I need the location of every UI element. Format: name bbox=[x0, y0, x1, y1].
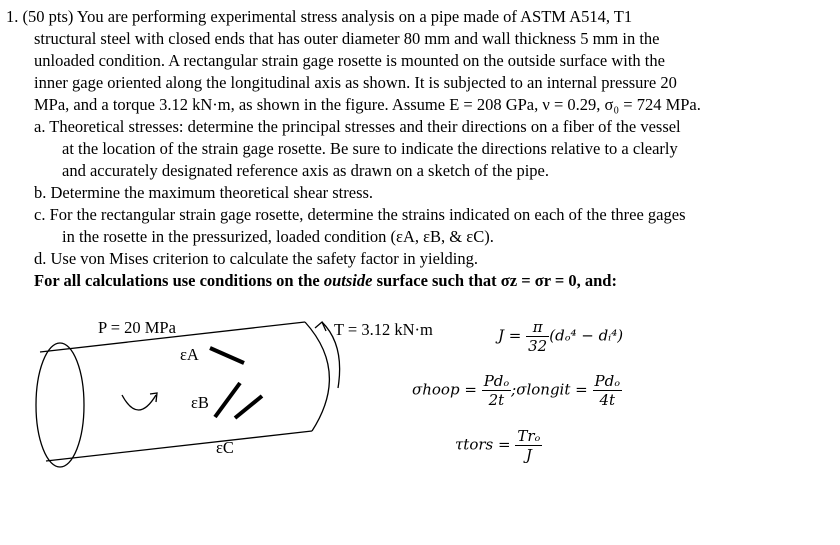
part-a-line-2: at the location of the strain gage rosette. Be sure to indicate the directions relative to a clearly bbox=[62, 139, 678, 158]
hoop-den: 2t bbox=[488, 391, 505, 409]
problem-line-2: structural steel with closed ends that has outer diameter 80 mm and wall thickness 5 mm in the bbox=[34, 29, 660, 48]
part-b-line: b. Determine the maximum theoretical shear stress. bbox=[34, 183, 374, 202]
polar-moment-equation bbox=[498, 318, 623, 355]
problem-line-4: inner gage oriented along the longitudinal axis as shown. It is subjected to an internal pressure 20 bbox=[34, 73, 677, 92]
j-den: 32 bbox=[528, 337, 548, 355]
j-num: π bbox=[526, 318, 549, 337]
torsion-equation bbox=[455, 427, 542, 464]
gage-c-line bbox=[235, 396, 262, 418]
problem-line-5: MPa, and a torque 3.12 kN·m, as shown in the figure. Assume E = 208 GPa, ν = 0.29, σ₀ = 724 MPa. bbox=[34, 95, 701, 114]
part-c-line-1: c. For the rectangular strain gage rosette, determine the strains indicated on each of the three gages bbox=[34, 205, 686, 224]
part-c-line-2: in the rosette in the pressurized, loaded condition (εA, εB, & εC). bbox=[62, 227, 494, 246]
tors-num: Trₒ bbox=[517, 427, 541, 445]
problem-line-3: unloaded condition. A rectangular strain gage rosette is mounted on the outside surface with the bbox=[34, 51, 665, 70]
bold-instruction-b: outside bbox=[323, 271, 373, 290]
j-rest: (dₒ⁴ − dᵢ⁴) bbox=[549, 326, 624, 345]
part-a-line-3: and accurately designated reference axis as drawn on a sketch of the pipe. bbox=[62, 161, 549, 180]
j-lhs: J = bbox=[498, 326, 522, 345]
longit-den: 4t bbox=[599, 391, 616, 409]
gage-a-line bbox=[210, 348, 244, 363]
left-torque-arrow-icon bbox=[122, 393, 157, 410]
problem-line-1: 1. (50 pts) You are performing experimental stress analysis on a pipe made of ASTM A514, T1 bbox=[6, 7, 633, 26]
bold-instruction-a: For all calculations use conditions on the bbox=[34, 271, 324, 290]
gage-c-label: εC bbox=[216, 438, 234, 457]
gage-b-line bbox=[215, 383, 240, 417]
gage-a-label: εA bbox=[180, 345, 199, 364]
tors-fraction bbox=[515, 427, 542, 464]
j-fraction bbox=[526, 318, 549, 355]
tors-den: J bbox=[525, 446, 532, 464]
part-d-line: d. Use von Mises criterion to calculate the safety factor in yielding. bbox=[34, 249, 478, 268]
part-a-line-1: a. Theoretical stresses: determine the principal stresses and their directions on a fiber of the vessel bbox=[34, 117, 681, 136]
hoop-longit-equation bbox=[412, 372, 622, 409]
hoop-fraction bbox=[482, 372, 511, 409]
hoop-num: Pdₒ bbox=[483, 372, 510, 390]
pipe-cylinder bbox=[36, 322, 329, 467]
hoop-lhs: σhoop = bbox=[412, 380, 477, 399]
bold-instruction-c: surface such that σz = σr = 0, and: bbox=[372, 271, 617, 290]
gage-b-label: εB bbox=[191, 393, 209, 412]
pressure-label: P = 20 MPa bbox=[98, 318, 176, 337]
torque-label: T = 3.12 kN·m bbox=[334, 320, 433, 339]
longit-fraction bbox=[593, 372, 622, 409]
tors-lhs: τtors = bbox=[455, 435, 511, 454]
longit-lhs: ;σlongit = bbox=[511, 380, 588, 399]
longit-num: Pdₒ bbox=[594, 372, 620, 390]
